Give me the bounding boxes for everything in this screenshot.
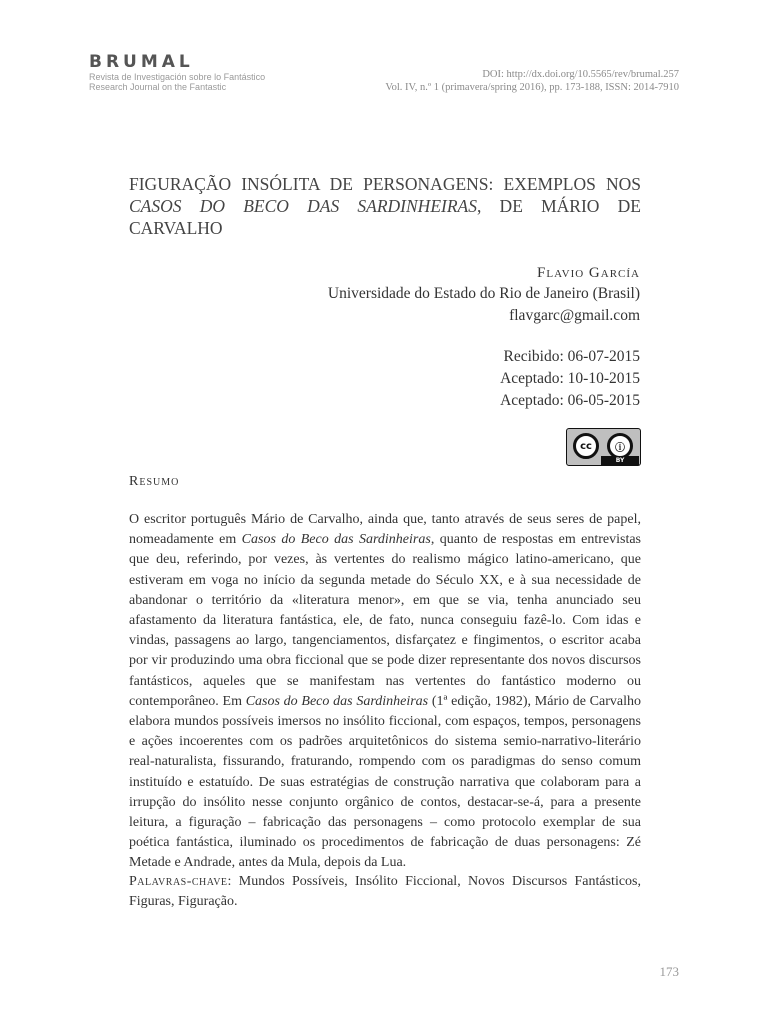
abstract-book-title-2: Casos do Beco das Sardinheiras <box>245 693 429 709</box>
article-title <box>129 173 641 239</box>
page-number: 173 <box>659 964 679 979</box>
journal-header <box>89 52 679 96</box>
volume-line: Vol. IV, n.º 1 (primavera/spring 2016), pp. 173-188, ISSN: 2014-7910 <box>385 82 679 93</box>
abstract-heading: Resumo <box>129 474 180 489</box>
date-accepted-1: Aceptado: 10-10-2015 <box>500 370 640 387</box>
title-italic: CASOS DO BECO DAS SARDINHEIRAS <box>129 196 477 216</box>
doi-line[interactable]: DOI: http://dx.doi.org/10.5565/rev/brumal.257 <box>482 69 679 80</box>
keywords-label: Palavras-chave <box>129 874 228 889</box>
keywords-text: : Mundos Possíveis, Insólito Ficcional, Novos Discursos Fantásticos, Figuras, Figuração. <box>129 874 641 910</box>
cc-icon: cc <box>573 433 599 459</box>
abstract-part-3: (1ª edição, 1982), Mário de Carvalho elabora mundos possíveis imersos no insólito ficcional, com espaços, tempos, personagens e ações incoerentes com os padrões arquitetônicos do sistema semio-narrativo-literário real-naturalista, fissurando, fraturando, rompendo com os paradigmas do senso comum instituído e estatuído. De suas estratégias de construção narrativa que colaboram para a irrupção do insólito nesse conjunto orgânico de contos, destacar-se-á, para a presente leitura, a figuração – fabricação das personagens – como protocolo exemplar de sua poética fantástica, iluminado os procedimentos de fabricação de duas personagens: Zé Metade e Andrade, antes da Mula, depois da Lua. <box>129 693 642 871</box>
date-accepted-2: Aceptado: 06-05-2015 <box>500 392 640 409</box>
author-block <box>328 263 640 327</box>
abstract-part-1: O escritor português Mário de Carvalho, ainda que, tanto através de seus seres de papel, nomeadamente em <box>129 512 641 548</box>
author-email[interactable]: flavgarc@gmail.com <box>509 307 640 324</box>
journal-subtitle-es: Revista de Investigación sobre lo Fantástico <box>89 72 266 82</box>
journal-logo: BRUMAL <box>89 52 194 72</box>
attribution-icon: ⓘ <box>607 433 633 459</box>
keywords <box>129 872 641 912</box>
author-affiliation: Universidade do Estado do Rio de Janeiro (Brasil) <box>327 285 640 302</box>
title-rest: , DE MÁRIO DE CARVALHO <box>129 196 641 238</box>
abstract-text <box>129 510 641 874</box>
submission-dates <box>500 346 640 412</box>
title-line-1: FIGURAÇÃO INSÓLITA DE PERSONAGENS: EXEMPLOS NOS <box>129 174 641 194</box>
cc-by-license-icon[interactable] <box>566 428 641 466</box>
by-label: BY <box>601 456 639 465</box>
author-name: Flavio García <box>537 265 640 281</box>
title-line-2 <box>129 195 641 239</box>
abstract-book-title-1: Casos do Beco das Sardinheiras <box>241 532 431 548</box>
journal-subtitle-en: Research Journal on the Fantastic <box>89 82 227 92</box>
abstract-part-2: , quanto de respostas em entrevistas que deu, referindo, por vezes, às vertentes do realismo mágico latino-americano, que estiveram em voga no início da segunda metade do Século XX, e à sua necessidade de abandonar o território da «literatura menor», em que se via, tenha anunciado seu afastamento da literatura fantástica, ele, de fato, nunca conseguiu fazê-lo. Com idas e vindas, passagens ao largo, tangenciamentos, disfarçatez e fingimentos, o escritor acaba por vir produzindo uma obra ficcional que se pode dizer representante dos novos discursos fantásticos, aqueles que se manifestam nas vertentes do fantástico moderno ou contemporâneo. Em <box>129 532 641 709</box>
date-received: Recibido: 06-07-2015 <box>503 348 640 365</box>
